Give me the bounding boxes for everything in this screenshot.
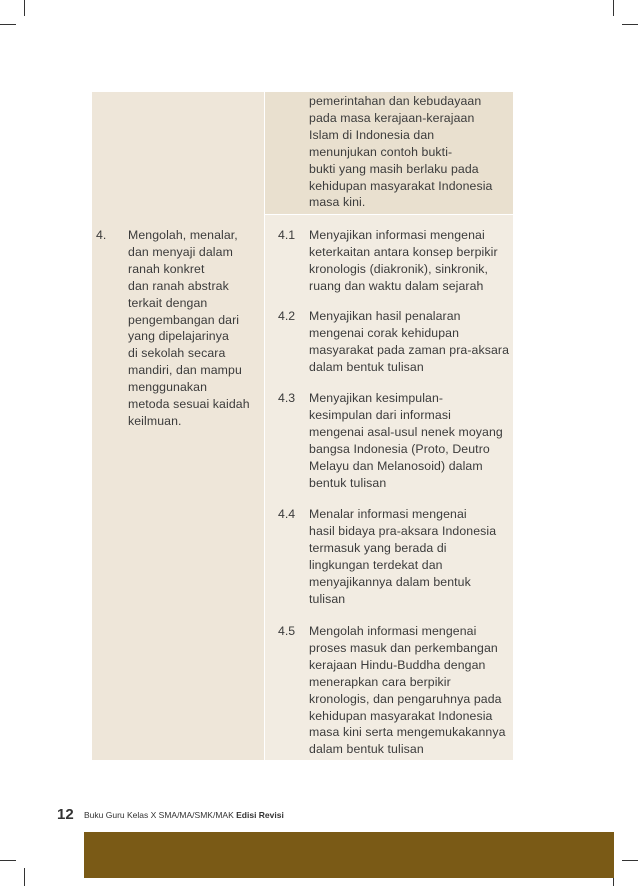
- basic-competency-number: 4.2: [278, 309, 296, 323]
- basic-competency-number: 4.3: [278, 391, 296, 405]
- previous-competency-text: [309, 93, 492, 211]
- text-line: Menalar informasi mengenai: [309, 507, 467, 521]
- text-line: kronologis, dan pengaruhnya pada: [309, 691, 502, 706]
- text-line: kronologis (diakronik), sinkronik,: [309, 261, 489, 276]
- text-line: bentuk tulisan: [309, 475, 387, 490]
- text-line: kesimpulan dari informasi: [309, 407, 451, 422]
- competency-table: [92, 92, 513, 760]
- text-line: Menyajikan kesimpulan-: [309, 391, 444, 405]
- basic-competency-text: [309, 308, 509, 376]
- text-line: dan ranah abstrak: [128, 278, 229, 293]
- text-line: masa kini serta mengemukakannya: [309, 725, 506, 740]
- basic-competency-text: [309, 506, 496, 607]
- text-line: ranah konkret: [128, 261, 205, 276]
- text-line: pemerintahan dan kebudayaan: [309, 94, 482, 108]
- text-line: menunjukan contoh bukti-: [309, 144, 453, 159]
- text-line: menggunakan: [128, 380, 208, 395]
- crop-mark: [24, 0, 25, 16]
- core-competency-text: [128, 227, 250, 430]
- footer-bar: [84, 832, 614, 878]
- text-line: dalam bentuk tulisan: [309, 359, 424, 374]
- footer-book-title: [84, 810, 284, 820]
- crop-mark: [0, 24, 16, 25]
- text-line: ruang dan waktu dalam sejarah: [309, 278, 484, 293]
- crop-mark: [0, 860, 16, 861]
- crop-mark: [622, 860, 638, 861]
- text-line: di sekolah secara: [128, 346, 226, 361]
- edition-label: Edisi Revisi: [236, 810, 284, 820]
- text-line: Mengolah informasi mengenai: [309, 624, 477, 638]
- text-line: pada masa kerajaan-kerajaan: [309, 110, 475, 125]
- text-line: kehidupan masyarakat Indonesia: [309, 178, 493, 193]
- core-competency-number: 4.: [96, 228, 107, 242]
- text-line: yang dipelajarinya: [128, 329, 229, 344]
- crop-mark: [622, 24, 638, 25]
- text-line: hasil bidaya pra-aksara Indonesia: [309, 523, 497, 538]
- text-line: pengembangan dari: [128, 312, 240, 327]
- text-line: masa kini.: [309, 195, 366, 210]
- basic-competency-text: [309, 390, 503, 491]
- text-line: menerapkan cara berpikir: [309, 674, 451, 689]
- text-line: proses masuk dan perkembangan: [309, 640, 498, 655]
- crop-mark: [24, 868, 25, 886]
- text-line: kehidupan masyarakat Indonesia: [309, 708, 493, 723]
- text-line: dalam bentuk tulisan: [309, 742, 424, 757]
- text-line: mandiri, dan mampu: [128, 363, 242, 378]
- crop-mark: [613, 0, 614, 16]
- text-line: bangsa Indonesia (Proto, Deutro: [309, 441, 490, 456]
- text-line: keilmuan.: [128, 413, 182, 428]
- text-line: Mengolah, menalar,: [128, 228, 238, 242]
- basic-competency-number: 4.4: [278, 507, 296, 521]
- text-line: terkait dengan: [128, 295, 208, 310]
- book-title: Buku Guru Kelas X SMA/MA/SMK/MAK: [84, 810, 234, 820]
- text-line: mengenai corak kehidupan: [309, 325, 460, 340]
- text-line: Menyajikan hasil penalaran: [309, 309, 461, 323]
- text-line: termasuk yang berada di: [309, 540, 447, 555]
- text-line: keterkaitan antara konsep berpikir: [309, 244, 498, 259]
- text-line: lingkungan terdekat dan: [309, 557, 443, 572]
- basic-competency-number: 4.5: [278, 624, 296, 638]
- text-line: mengenai asal-usul nenek moyang: [309, 424, 503, 439]
- text-line: tulisan: [309, 591, 346, 606]
- text-line: kerajaan Hindu-Buddha dengan: [309, 657, 486, 672]
- text-line: bukti yang masih berlaku pada: [309, 161, 479, 176]
- basic-competency-text: [309, 227, 498, 295]
- basic-competency-text: [309, 623, 506, 758]
- basic-competency-number: 4.1: [278, 228, 296, 242]
- text-line: Islam di Indonesia dan: [309, 127, 435, 142]
- text-line: metoda sesuai kaidah: [128, 397, 250, 412]
- text-line: dan menyaji dalam: [128, 244, 233, 259]
- page-number: 12: [57, 806, 74, 823]
- text-line: masyarakat pada zaman pra-aksara: [309, 342, 510, 357]
- text-line: Menyajikan informasi mengenai: [309, 228, 485, 242]
- text-line: Melayu dan Melanosoid) dalam: [309, 458, 483, 473]
- text-line: menyajikannya dalam bentuk: [309, 574, 471, 589]
